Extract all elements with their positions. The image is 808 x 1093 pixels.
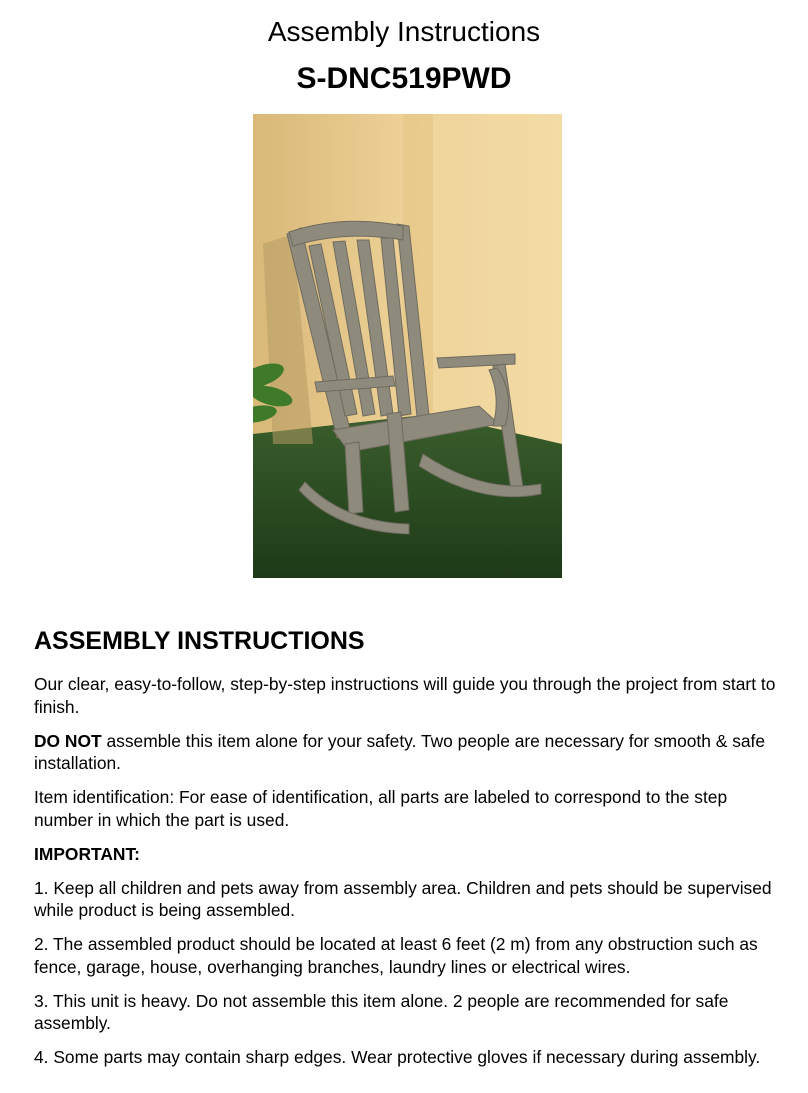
warning-paragraph (34, 730, 779, 775)
warning-text: assemble this item alone for your safety. Two people are necessary for smooth & safe installation. (34, 730, 766, 773)
list-item: 3. This unit is heavy. Do not assemble this item alone. 2 people are recommended for safe assembly. (34, 990, 729, 1033)
list-item: 1. Keep all children and pets away from assembly area. Children and pets should be supervised while product is being assembled. (34, 877, 772, 920)
important-label: IMPORTANT: (34, 843, 140, 864)
instructions-body (34, 673, 779, 1080)
intro-paragraph: Our clear, easy-to-follow, step-by-step instructions will guide you through the project from start to finish. (34, 674, 776, 717)
list-item: 4. Some parts may contain sharp edges. Wear protective gloves if necessary during assembly. (34, 1047, 761, 1067)
list-item: 2. The assembled product should be located at least 6 feet (2 m) from any obstruction such as fence, garage, house, overhanging branches, laundry lines or electrical wires. (34, 934, 758, 977)
section-heading: ASSEMBLY INSTRUCTIONS (34, 627, 365, 655)
warning-bold: DO NOT (34, 730, 102, 751)
page-title: Assembly Instructions (267, 16, 541, 47)
identification-paragraph: Item identification: For ease of identification, all parts are labeled to correspond to the step number in which the part is used. (34, 787, 728, 830)
model-number: S-DNC519PWD (296, 62, 512, 95)
product-photo (253, 114, 562, 578)
